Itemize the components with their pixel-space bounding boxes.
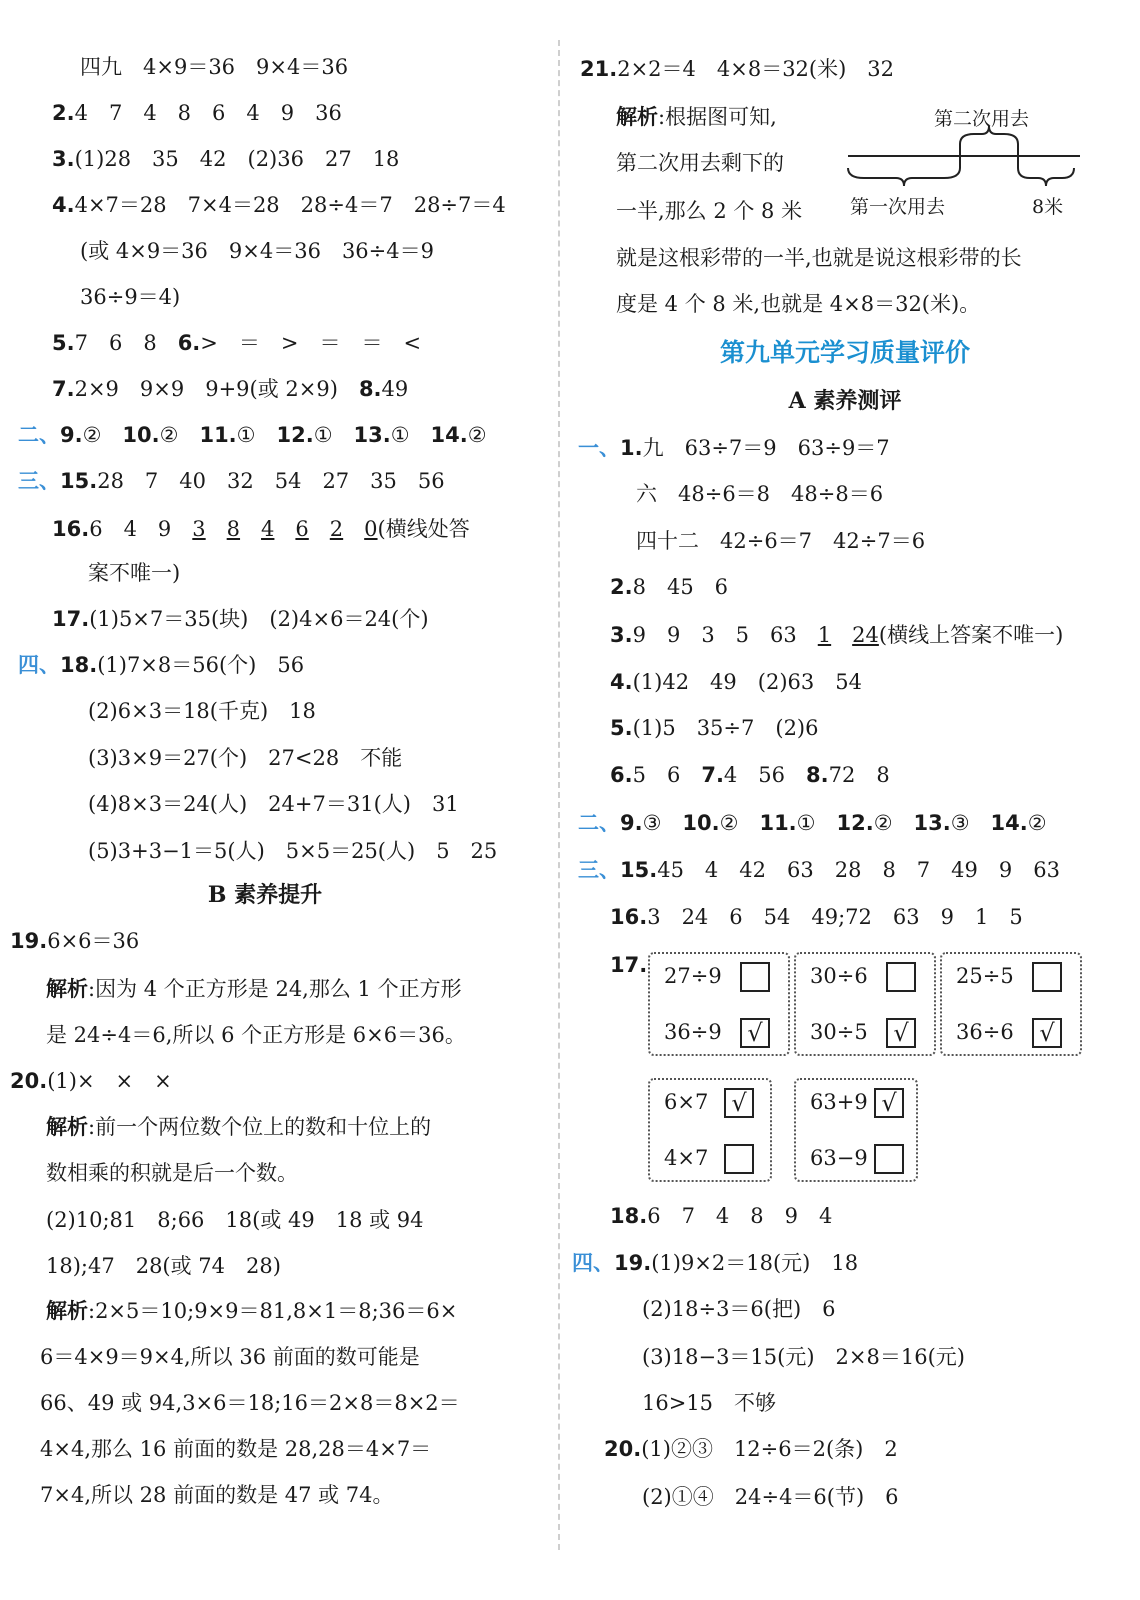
question-number: 20.	[604, 1437, 642, 1461]
answer-text: 28 7 40 32 54 27 35 56	[97, 469, 445, 493]
answer-line: (3)3×9＝27(个) 27<28 不能	[88, 746, 403, 770]
box-expression: 63−9	[810, 1146, 868, 1170]
answer-q16	[52, 516, 470, 542]
question-number: 7.	[701, 763, 724, 787]
question-number: 7.	[52, 377, 75, 401]
analysis-text: :因为 4 个正方形是 24,那么 1 个正方形	[88, 977, 462, 1001]
question-number: 4.	[610, 670, 633, 694]
question-number: 8.	[358, 377, 382, 401]
answer-checkbox: √	[740, 1018, 770, 1048]
unit-title: 第九单元学习质量评价	[719, 338, 970, 367]
answer-text: 45 4 42 63 28 8 7 49 9 63	[657, 858, 1060, 882]
answer-r16	[610, 904, 1023, 930]
box-expression: 6×7	[664, 1090, 709, 1114]
section-heading-a: A 素养测评	[788, 388, 902, 414]
answer-note: (横线上答案不唯一)	[878, 623, 1064, 647]
question-number: 2.	[610, 575, 633, 599]
answer-checkbox	[1032, 962, 1062, 992]
answer-note: (横线处答	[377, 517, 470, 541]
underlined-answer: 2	[329, 517, 344, 541]
analysis-line: 度是 4 个 8 米,也就是 4×8＝32(米)。	[616, 292, 981, 316]
comparison-box	[794, 952, 936, 1056]
question-number: 20.	[10, 1069, 48, 1093]
answer-q9-q14	[18, 422, 487, 448]
answer-r20	[604, 1436, 898, 1462]
answer-q18	[18, 652, 304, 678]
answer-text: 3 24 6 54 49;72 63 9 1 5	[647, 905, 1023, 929]
question-number: 14.	[430, 423, 468, 447]
answer-text: ①	[796, 811, 816, 835]
answer-r2	[610, 574, 728, 600]
analysis-line	[46, 1298, 457, 1324]
diagram-label-first-use: 第一次用去	[850, 196, 946, 218]
box-expression: 4×7	[664, 1146, 709, 1170]
section-marker: 一、	[578, 435, 620, 460]
answer-line: (3)18−3＝15(元) 2×8＝16(元)	[642, 1345, 965, 1369]
diagram-label-8m: 8米	[1032, 196, 1064, 218]
analysis-text: :前一个两位数个位上的数和十位上的	[88, 1115, 432, 1139]
analysis-line: 第二次用去剩下的	[616, 151, 784, 175]
answer-text: 2×9 9×9 9+9(或 2×9)	[74, 377, 338, 401]
bottom-brace-right	[1018, 168, 1074, 186]
right-column	[570, 0, 1140, 1600]
answer-line: (4)8×3＝24(人) 24+7＝31(人) 31	[88, 792, 459, 816]
analysis-line: 是 24÷4＝6,所以 6 个正方形是 6×6＝36。	[46, 1023, 466, 1047]
answer-text: (1)× × ×	[47, 1069, 172, 1093]
analysis-line: 4×4,那么 16 前面的数是 28,28＝4×7＝	[40, 1437, 432, 1461]
answer-checkbox	[874, 1144, 904, 1174]
underlined-answer: 0	[364, 517, 378, 541]
analysis-label: 解析	[616, 104, 658, 129]
answer-text: > ＝ > ＝ ＝ <	[200, 331, 422, 355]
question-number: 15.	[60, 469, 98, 493]
answer-text: 9 9 3 5 63	[632, 623, 818, 647]
answer-line: 18);47 28(或 74 28)	[46, 1254, 281, 1278]
question-number: 13.	[353, 423, 391, 447]
answer-line: (2)①④ 24÷4＝6(节) 6	[642, 1485, 899, 1509]
box-expression: 36÷6	[956, 1020, 1014, 1044]
answer-r17	[610, 952, 647, 978]
question-number: 9.	[60, 423, 83, 447]
section-marker: 二、	[18, 422, 60, 447]
answer-checkbox: √	[724, 1088, 754, 1118]
answer-text: ①	[313, 423, 333, 447]
question-number: 21.	[580, 57, 618, 81]
answer-text: 6 7 4 8 9 4	[647, 1204, 833, 1228]
question-number: 6.	[177, 331, 201, 355]
box-expression: 36÷9	[664, 1020, 722, 1044]
question-number: 9.	[620, 811, 643, 835]
question-number: 3.	[52, 147, 75, 171]
section-marker: 三、	[578, 857, 620, 882]
question-number: 8.	[806, 763, 829, 787]
answer-r9-r14	[578, 810, 1047, 836]
answer-line: 四十二 42÷6＝7 42÷7＝6	[636, 529, 926, 553]
question-number: 18.	[60, 653, 98, 677]
answer-text: 4 56	[723, 763, 786, 787]
question-number: 5.	[52, 331, 75, 355]
analysis-line: 6＝4×9＝9×4,所以 36 前面的数可能是	[40, 1345, 420, 1369]
answer-r18	[610, 1203, 832, 1229]
question-number: 16.	[610, 905, 648, 929]
answer-text: ②	[82, 423, 102, 447]
box-expression: 30÷6	[810, 964, 868, 988]
answer-text: (1)28 35 42 (2)36 27 18	[74, 147, 400, 171]
answer-checkbox: √	[886, 1018, 916, 1048]
answer-text: ③	[950, 811, 970, 835]
answer-text: 49	[381, 377, 409, 401]
answer-line: (2)10;81 8;66 18(或 49 18 或 94	[46, 1208, 424, 1232]
answer-q7-q8	[52, 376, 408, 402]
answer-r6-r8	[610, 762, 890, 788]
answer-text: (1)5×7＝35(块) (2)4×6＝24(个)	[89, 607, 429, 631]
analysis-line	[46, 976, 462, 1002]
question-number: 15.	[620, 858, 658, 882]
analysis-line: 就是这根彩带的一半,也就是说这根彩带的长	[616, 246, 1022, 270]
box-expression: 63+9	[810, 1090, 868, 1114]
answer-q2	[52, 100, 342, 126]
answer-line: 16>15 不够	[642, 1391, 777, 1415]
analysis-line	[616, 104, 777, 130]
question-number: 10.	[682, 811, 720, 835]
question-number: 19.	[614, 1251, 652, 1275]
question-number: 17.	[52, 607, 90, 631]
underlined-answer: 6	[295, 517, 309, 541]
answer-text: 8 45 6	[632, 575, 729, 599]
analysis-text: :根据图可知,	[658, 105, 777, 129]
underlined-answer: 24	[852, 623, 879, 647]
answer-text: (1)42 49 (2)63 54	[632, 670, 862, 694]
question-number: 11.	[759, 811, 797, 835]
question-number: 3.	[610, 623, 633, 647]
answer-checkbox: √	[874, 1088, 904, 1118]
diagram-label-second-use: 第二次用去	[934, 108, 1030, 130]
answer-text: 7 6 8	[74, 331, 157, 355]
answer-text: (1)5 35÷7 (2)6	[632, 716, 819, 740]
answer-r1	[578, 435, 890, 461]
box-expression: 27÷9	[664, 964, 722, 988]
answer-line: 案不唯一)	[88, 561, 181, 585]
answer-q4	[52, 192, 506, 218]
comparison-box	[940, 952, 1082, 1056]
answer-q3	[52, 146, 399, 172]
answer-q21	[580, 56, 894, 82]
section-marker: 四、	[18, 652, 60, 677]
answer-line: (5)3+3−1＝5(人) 5×5＝25(人) 5 25	[88, 839, 498, 863]
answer-text: ②	[159, 423, 179, 447]
answer-text: ②	[467, 423, 487, 447]
answer-q15	[18, 468, 445, 494]
analysis-label: 解析	[46, 1114, 88, 1139]
question-number: 2.	[52, 101, 75, 125]
answer-q20	[10, 1068, 172, 1094]
comparison-box	[794, 1078, 918, 1182]
answer-checkbox	[886, 962, 916, 992]
answer-text: 2×2＝4 4×8＝32(米) 32	[617, 57, 895, 81]
answer-line: 36÷9＝4)	[80, 285, 181, 309]
answer-line: (2)6×3＝18(千克) 18	[88, 699, 316, 723]
section-marker: 四、	[572, 1250, 614, 1275]
answer-text: ②	[719, 811, 739, 835]
analysis-label: 解析	[46, 976, 88, 1001]
box-expression: 30÷5	[810, 1020, 868, 1044]
answer-text: (1)7×8＝56(个) 56	[97, 653, 305, 677]
answer-q17	[52, 606, 429, 632]
underlined-answer: 3	[192, 517, 206, 541]
underlined-answer: 4	[261, 517, 275, 541]
answer-text: 6×6＝36	[47, 929, 140, 953]
analysis-text: :2×5＝10;9×9＝81,8×1＝8;36＝6×	[88, 1299, 458, 1323]
comparison-box	[648, 1078, 772, 1182]
answer-checkbox	[740, 962, 770, 992]
answer-text: 5 6	[632, 763, 681, 787]
question-number: 14.	[990, 811, 1028, 835]
answer-r4	[610, 669, 862, 695]
answer-checkbox	[724, 1144, 754, 1174]
answer-checkbox: √	[1032, 1018, 1062, 1048]
analysis-line: 数相乘的积就是后一个数。	[46, 1161, 298, 1185]
answer-text: 九 63÷7＝9 63÷9＝7	[642, 436, 890, 460]
answer-line: (2)18÷3＝6(把) 6	[642, 1297, 836, 1321]
comparison-box	[648, 952, 790, 1056]
left-column	[0, 0, 560, 1600]
answer-text: ①	[390, 423, 410, 447]
question-number: 17.	[610, 953, 648, 977]
section-marker: 二、	[578, 810, 620, 835]
box-expression: 25÷5	[956, 964, 1014, 988]
answer-line: (或 4×9＝36 9×4＝36 36÷4＝9	[80, 239, 434, 263]
ribbon-diagram	[842, 100, 1087, 220]
answer-line: 四九 4×9＝36 9×4＝36	[80, 55, 349, 79]
answer-r15	[578, 857, 1060, 883]
answer-r3	[610, 622, 1063, 648]
answer-text: ②	[1027, 811, 1047, 835]
underlined-answer: 8	[226, 517, 241, 541]
answer-line: 六 48÷6＝8 48÷8＝6	[636, 482, 884, 506]
question-number: 6.	[610, 763, 633, 787]
question-number: 16.	[52, 517, 90, 541]
answer-text: ②	[873, 811, 893, 835]
answer-text: ③	[642, 811, 662, 835]
analysis-label: 解析	[46, 1298, 88, 1323]
answer-text: (1)9×2＝18(元) 18	[651, 1251, 859, 1275]
question-number: 19.	[10, 929, 48, 953]
question-number: 11.	[199, 423, 237, 447]
answer-r19	[572, 1250, 858, 1276]
section-heading-b: B 素养提升	[207, 882, 323, 908]
question-number: 5.	[610, 716, 633, 740]
question-number: 13.	[913, 811, 951, 835]
answer-text: 4 7 4 8 6 4 9 36	[74, 101, 342, 125]
answer-text: 72 8	[828, 763, 890, 787]
analysis-line: 66、49 或 94,3×6＝18;16＝2×8＝8×2＝	[40, 1391, 460, 1415]
answer-text: 6 4 9	[89, 517, 193, 541]
answer-text: ①	[236, 423, 256, 447]
answer-r5	[610, 715, 819, 741]
underlined-answer: 1	[817, 623, 832, 647]
question-number: 1.	[620, 436, 643, 460]
answer-q19	[10, 928, 139, 954]
analysis-line: 7×4,所以 28 前面的数是 47 或 74。	[40, 1483, 394, 1507]
analysis-line: 一半,那么 2 个 8 米	[616, 199, 803, 223]
question-number: 18.	[610, 1204, 648, 1228]
section-marker: 三、	[18, 468, 60, 493]
answer-text: (1)②③ 12÷6＝2(条) 2	[641, 1437, 898, 1461]
answer-text: 4×7＝28 7×4＝28 28÷4＝7 28÷7＝4	[74, 193, 506, 217]
question-number: 4.	[52, 193, 75, 217]
question-number: 12.	[836, 811, 874, 835]
bottom-brace-left	[848, 168, 960, 186]
analysis-line	[46, 1114, 431, 1140]
question-number: 12.	[276, 423, 314, 447]
answer-q5-q6	[52, 330, 421, 356]
question-number: 10.	[122, 423, 160, 447]
